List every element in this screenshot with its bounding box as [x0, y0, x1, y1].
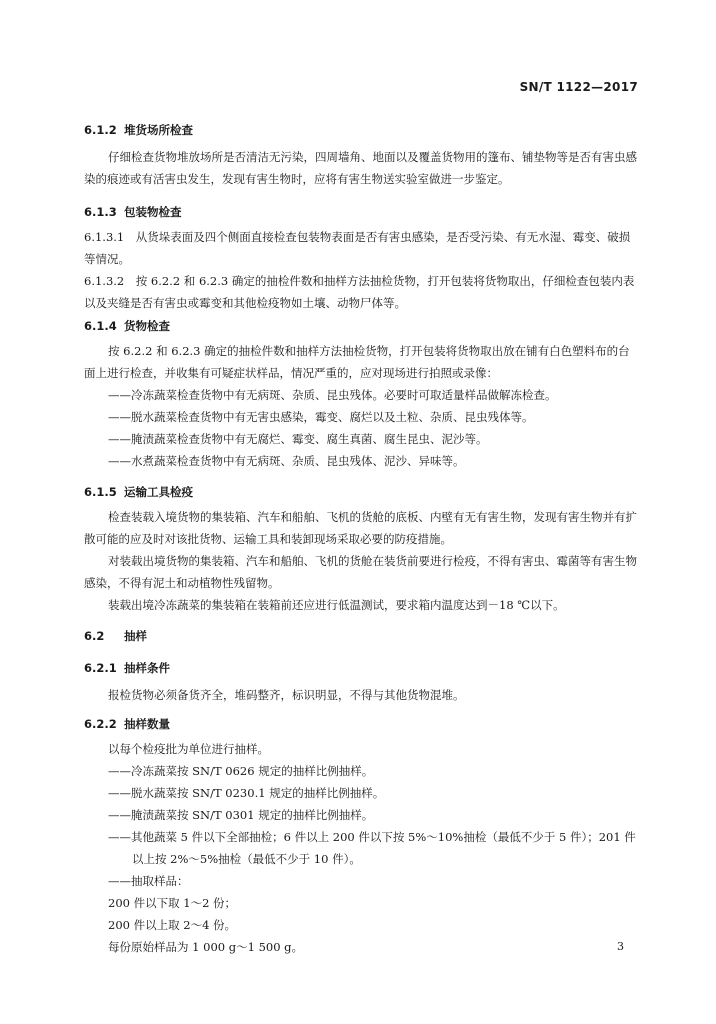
paragraph: 6.1.3.2 按 6.2.2 和 6.2.3 确定的抽检件数和抽样方法抽检货物，打开包装将货物取出，仔细检查包装内表以及夹缝是否有害虫或霉变和其他检疫物如土壤、动物尸体等。 — [84, 274, 635, 310]
heading-6-1-2: 6.1.2 堆货场所检查 — [84, 123, 193, 137]
list-item: ——脱水蔬菜按 SN/T 0230.1 规定的抽样比例抽样。 — [108, 786, 385, 800]
paragraph: 6.1.3.1 从货垛表面及四个侧面直接检查包装物表面是否有害虫感染，是否受污染、有无水湿、霉变、破损等情况。 — [84, 230, 631, 266]
list-item: ——腌渍蔬菜按 SN/T 0301 规定的抽样比例抽样。 — [108, 808, 374, 822]
sub-item: 200 件以下取 1～2 份； — [108, 896, 237, 910]
list-item: ——抽取样品： — [108, 874, 189, 888]
list-item: ——水煮蔬菜检查货物中有无病斑、杂质、昆虫残体、泥沙、异味等。 — [108, 454, 465, 468]
heading-6-1-4: 6.1.4 货物检查 — [84, 319, 170, 333]
sub-item: 每份原始样品为 1 000 g～1 500 g。 — [108, 940, 304, 954]
standard-number: SN/T 1122—2017 — [519, 80, 638, 94]
list-item: ——脱水蔬菜检查货物中有无害虫感染，霉变、腐烂以及土粒、杂质、昆虫残体等。 — [108, 410, 534, 424]
heading-6-1-5: 6.1.5 运输工具检疫 — [84, 485, 193, 499]
page-number: 3 — [617, 940, 624, 953]
list-item: ——腌渍蔬菜检查货物中有无腐烂、霉变、腐生真菌、腐生昆虫、泥沙等。 — [108, 432, 488, 446]
paragraph: 报检货物必须备货齐全，堆码整齐，标识明显，不得与其他货物混堆。 — [108, 688, 465, 702]
list-item: ——冷冻蔬菜检查货物中有无病斑、杂质、昆虫残体。必要时可取适量样品做解冻检查。 — [108, 388, 557, 402]
sub-item: 200 件以上取 2～4 份。 — [108, 918, 237, 932]
paragraph: 检查装载入境货物的集装箱、汽车和船舶、飞机的货舱的底板、内壁有无有害生物，发现有害生物并有扩散可能的应及时对该批货物、运输工具和装卸现场采取必要的防疫措施。 — [84, 510, 637, 546]
list-item: ——其他蔬菜 5 件以下全部抽检；6 件以上 200 件以下按 5%～10%抽检（最低不少于 5 件）；201 件以上按 2%～5%抽检（最低不少于 10 件）。 — [108, 830, 636, 866]
heading-6-1-3: 6.1.3 包装物检查 — [84, 205, 182, 219]
heading-6-2-1: 6.2.1 抽样条件 — [84, 661, 170, 675]
heading-6-2-2: 6.2.2 抽样数量 — [84, 717, 170, 731]
paragraph: 对装载出境货物的集装箱、汽车和船舶、飞机的货舱在装货前要进行检疫，不得有害虫、霉菌等有害生物感染，不得有泥土和动植物性残留物。 — [84, 554, 637, 590]
paragraph: 装载出境冷冻蔬菜的集装箱在装箱前还应进行低温测试，要求箱内温度达到－18 ℃以下。 — [108, 598, 565, 612]
paragraph: 按 6.2.2 和 6.2.3 确定的抽检件数和抽样方法抽检货物，打开包装将货物取出放在铺有白色塑料布的台面上进行检查，并收集有可疑症状样品，情况严重的，应对现场进行拍照或录像： — [84, 344, 630, 380]
paragraph: 仔细检查货物堆放场所是否清洁无污染，四周墙角、地面以及覆盖货物用的篷布、铺垫物等是否有害虫感染的痕迹或有活害虫发生，发现有害生物时，应将有害生物送实验室做进一步鉴定。 — [84, 150, 637, 186]
paragraph: 以每个检疫批为单位进行抽样。 — [108, 742, 269, 756]
heading-6-2: 6.2 抽样 — [84, 629, 147, 643]
list-item: ——冷冻蔬菜按 SN/T 0626 规定的抽样比例抽样。 — [108, 764, 374, 778]
